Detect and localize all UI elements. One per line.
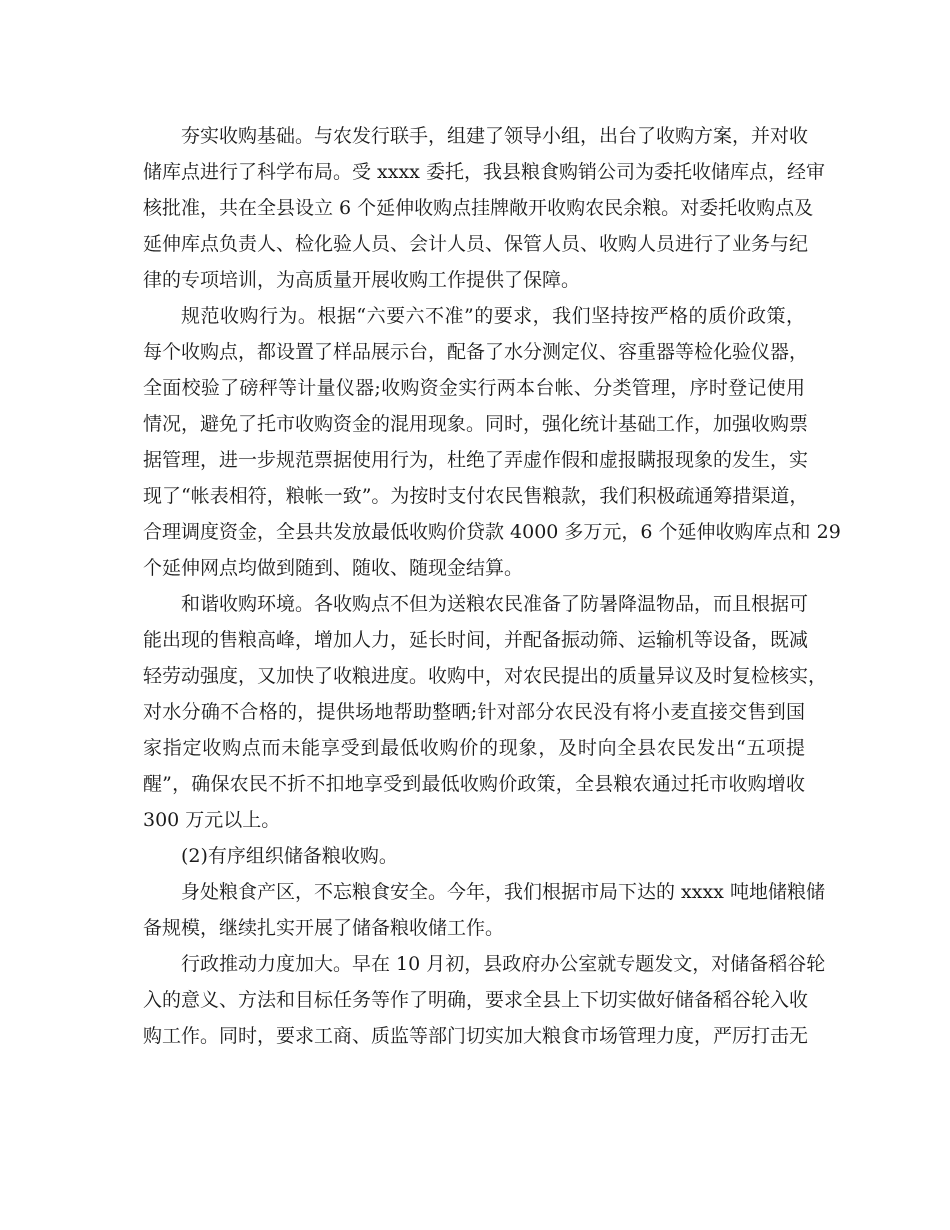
paragraph-line: 每个收购点，都设置了样品展示台，配备了水分测定仪、容重器等检化验仪器， xyxy=(143,341,809,363)
paragraph-line: 备规模，继续扎实开展了储备粮收储工作。 xyxy=(143,917,505,939)
paragraph xyxy=(143,838,805,874)
paragraph-line: 储库点进行了科学布局。受 xxxx 委托，我县粮食购销公司为委托收储库点，经审 xyxy=(143,161,825,183)
paragraph-line: 和谐收购环境。各收购点不但为送粮农民准备了防暑降温物品，而且根据可 xyxy=(181,593,809,615)
paragraph-line: 对水分确不合格的，提供场地帮助整晒;针对部分农民没有将小麦直接交售到国 xyxy=(143,701,805,723)
paragraph-line: (2)有序组织储备粮收购。 xyxy=(181,845,398,867)
paragraph-line: 购工作。同时，要求工商、质监等部门切实加大粮食市场管理力度，严厉打击无 xyxy=(143,1025,809,1047)
paragraph xyxy=(143,586,828,838)
document-body xyxy=(143,118,841,1054)
paragraph-line: 现了“帐表相符，粮帐一致”。为按时支付农民售粮款，我们积极疏通筹措渠道， xyxy=(143,485,809,507)
paragraph-line: 能出现的售粮高峰，增加人力，延长时间，并配备振动筛、运输机等设备，既减 xyxy=(143,629,809,651)
paragraph xyxy=(143,118,825,298)
paragraph-line: 合理调度资金，全县共发放最低收购价贷款 4000 多万元，6 个延伸收购库点和 29 xyxy=(143,521,841,543)
paragraph-line: 夯实收购基础。与农发行联手，组建了领导小组，出台了收购方案，并对收 xyxy=(181,125,809,147)
paragraph-line: 据管理，进一步规范票据使用行为，杜绝了弄虚作假和虚报瞒报现象的发生，实 xyxy=(143,449,809,471)
paragraph xyxy=(143,874,825,946)
paragraph xyxy=(143,298,841,586)
paragraph-line: 规范收购行为。根据“六要六不准”的要求，我们坚持按严格的质价政策， xyxy=(181,305,805,327)
paragraph xyxy=(143,946,826,1054)
paragraph-line: 醒”，确保农民不折不扣地享受到最低收购价政策，全县粮农通过托市收购增收 xyxy=(143,773,805,795)
paragraph-line: 核批准，共在全县设立 6 个延伸收购点挂牌敞开收购农民余粮。对委托收购点及 xyxy=(143,197,814,219)
paragraph-line: 全面校验了磅秤等计量仪器;收购资金实行两本台帐、分类管理，序时登记使用 xyxy=(143,377,805,399)
paragraph-line: 家指定收购点而未能享受到最低收购价的现象，及时向全县农民发出“五项提 xyxy=(143,737,805,759)
paragraph-line: 律的专项培训，为高质量开展收购工作提供了保障。 xyxy=(143,269,581,291)
paragraph-line: 情况，避免了托市收购资金的混用现象。同时，强化统计基础工作，加强收购票 xyxy=(143,413,809,435)
paragraph-line: 轻劳动强度，又加快了收粮进度。收购中，对农民提出的质量异议及时复检核实， xyxy=(143,665,828,687)
paragraph-line: 身处粮食产区，不忘粮食安全。今年，我们根据市局下达的 xxxx 吨地储粮储 xyxy=(181,881,825,903)
paragraph-line: 延伸库点负责人、检化验人员、会计人员、保管人员、收购人员进行了业务与纪 xyxy=(143,233,809,255)
paragraph-line: 个延伸网点均做到随到、随收、随现金结算。 xyxy=(143,557,524,579)
paragraph-line: 行政推动力度加大。早在 10 月初，县政府办公室就专题发文，对储备稻谷轮 xyxy=(181,953,826,975)
paragraph-line: 入的意义、方法和目标任务等作了明确，要求全县上下切实做好储备稻谷轮入收 xyxy=(143,989,809,1011)
paragraph-line: 300 万元以上。 xyxy=(143,809,281,831)
